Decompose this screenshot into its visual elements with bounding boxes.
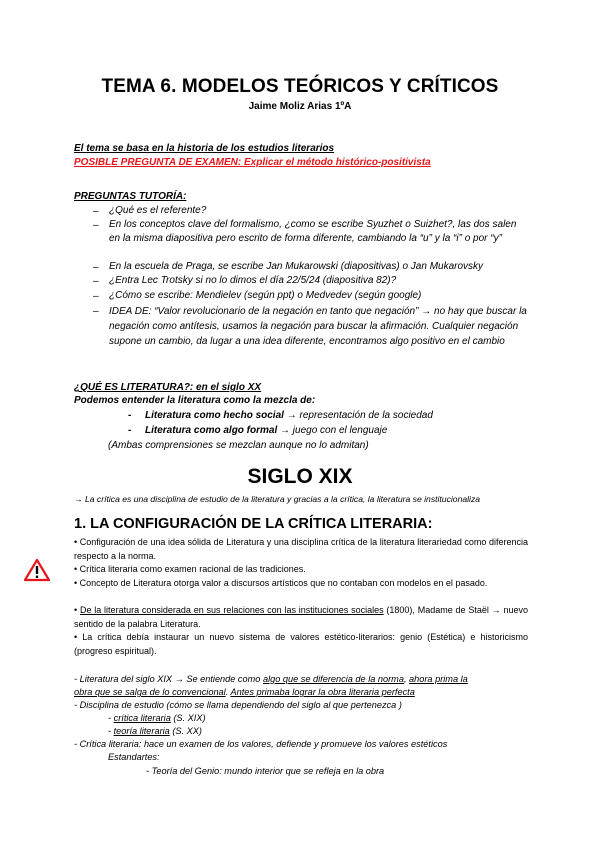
paragraph-rest: (1800), Madame de Staël → nuevo sentido de la palabra Literatura. — [74, 605, 528, 629]
list-item: En los conceptos clave del formalismo, ¿como se escribe Syuzhet o Suizhet?, las dos salen en la misma diapositiva pero escrito de forma diferente, cambiando la “u” y la “i” o por “y” — [109, 219, 517, 244]
paragraph — [74, 604, 528, 632]
paragraph: • Concepto de Literatura otorga valor a discursos artísticos que no contaban con modelos en el pasado. — [74, 578, 488, 588]
note-text: (S. XX) — [169, 726, 202, 736]
list-bullet: – — [93, 276, 99, 287]
list-bullet: - — [128, 410, 132, 421]
list-item — [145, 409, 433, 422]
bullet-prefix: • — [74, 605, 80, 615]
note-line: - Crítica literaria: hace un examen de los valores, defiende y promueve los valores estéticos — [74, 739, 448, 749]
note-text: - — [108, 713, 114, 723]
underlined-text: De la literatura considerada en sus relaciones con las instituciones sociales — [79, 605, 384, 615]
list-bullet: - — [128, 425, 132, 436]
author-line: Jaime Moliz Arias 1ºA — [248, 101, 352, 112]
note-text: (S. XIX) — [170, 713, 206, 723]
note-text: , — [403, 674, 410, 684]
list-item: IDEA DE: “Valor revolucionario de la negación en tanto que negación” → no hay que buscar la negación como antítesis, usamos la negación para buscar la afirmación. Cualquier negación supone un cambio, da lugar a una idea diferente, encontramos algo positivo en el cambio — [109, 306, 527, 347]
literatura-note: (Ambas comprensiones se mezclan aunque no lo admitan) — [108, 440, 369, 451]
note-text: . — [225, 687, 231, 697]
tutoria-heading: PREGUNTAS TUTORÍA: — [74, 191, 187, 202]
note-text: - Literatura del siglo XIX → Se entiende como — [74, 674, 263, 684]
paragraph: • Crítica literaria como examen racional de las tradiciones. — [74, 564, 306, 574]
literatura-item-rest: → juego con el lenguaje — [277, 425, 388, 436]
note-line — [108, 712, 206, 724]
note-line: - Teoría del Genio: mundo interior que se refleja en la obra — [146, 766, 385, 776]
list-bullet: – — [93, 220, 99, 231]
literatura-item-bold: Literatura como algo formal — [145, 425, 278, 436]
note-line: - Disciplina de estudio (cómo se llama dependiendo del siglo al que pertenezca ) — [74, 700, 402, 710]
underlined-text: teoría literaria — [113, 726, 170, 736]
exam-question: POSIBLE PREGUNTA DE EXAMEN: Explicar el método histórico-positivista — [74, 157, 431, 168]
list-item: ¿Qué es el referente? — [109, 205, 207, 216]
intro-line: El tema se basa en la historia de los estudios literarios — [74, 143, 335, 154]
underlined-text: Antes primaba lograr la obra literaria perfecta — [230, 687, 415, 697]
note-line — [74, 673, 468, 685]
list-bullet: – — [93, 306, 99, 317]
note-line — [74, 686, 415, 698]
section-title: SIGLO XIX — [247, 465, 353, 488]
underlined-text: ahora prima la — [409, 674, 468, 684]
paragraph: • Configuración de una idea sólida de Literatura y una disciplina crítica de la literatura literariedad como diferencia respecto a la norma. — [74, 537, 528, 561]
list-item: En la escuela de Praga, se escribe Jan Mukarowski (diapositivas) o Jan Mukarovsky — [109, 261, 484, 272]
list-item — [145, 424, 387, 437]
literatura-item-rest: → representación de la sociedad — [283, 410, 433, 421]
underlined-text: crítica literaria — [113, 713, 171, 723]
note-text: - — [108, 726, 114, 736]
warning-icon — [24, 558, 50, 582]
list-bullet: – — [93, 291, 99, 302]
literatura-item-bold: Literatura como hecho social — [145, 410, 284, 421]
paragraph: • La crítica debía instaurar un nuevo sistema de valores estético-literarios: genio (Estética) e historicismo (progreso espiritual). — [74, 632, 528, 656]
list-bullet: – — [93, 206, 99, 217]
literatura-heading: ¿QUÉ ES LITERATURA?: en el siglo XX — [74, 382, 262, 393]
page-title: TEMA 6. MODELOS TEÓRICOS Y CRÍTICOS — [101, 76, 499, 97]
list-item: ¿Cómo se escribe: Mendielev (según ppt) o Medvedev (según google) — [109, 290, 422, 301]
underlined-text: algo que se diferencia de la norma — [262, 674, 404, 684]
literatura-subheading: Podemos entender la literatura como la mezcla de: — [74, 395, 316, 406]
note-line: Estandartes: — [108, 752, 160, 762]
section-heading: 1. LA CONFIGURACIÓN DE LA CRÍTICA LITERARIA: — [74, 516, 433, 532]
list-bullet: – — [93, 262, 99, 273]
siglo-intro: → La crítica es una disciplina de estudio de la literatura y gracias a la crítica, la literatura se institucionaliza — [74, 494, 481, 504]
underlined-text: obra que se salga de lo convencional — [74, 687, 226, 697]
note-line — [108, 725, 202, 737]
list-item: ¿Entra Lec Trotsky si no lo dimos el día 22/5/24 (diapositiva 82)? — [109, 275, 397, 286]
